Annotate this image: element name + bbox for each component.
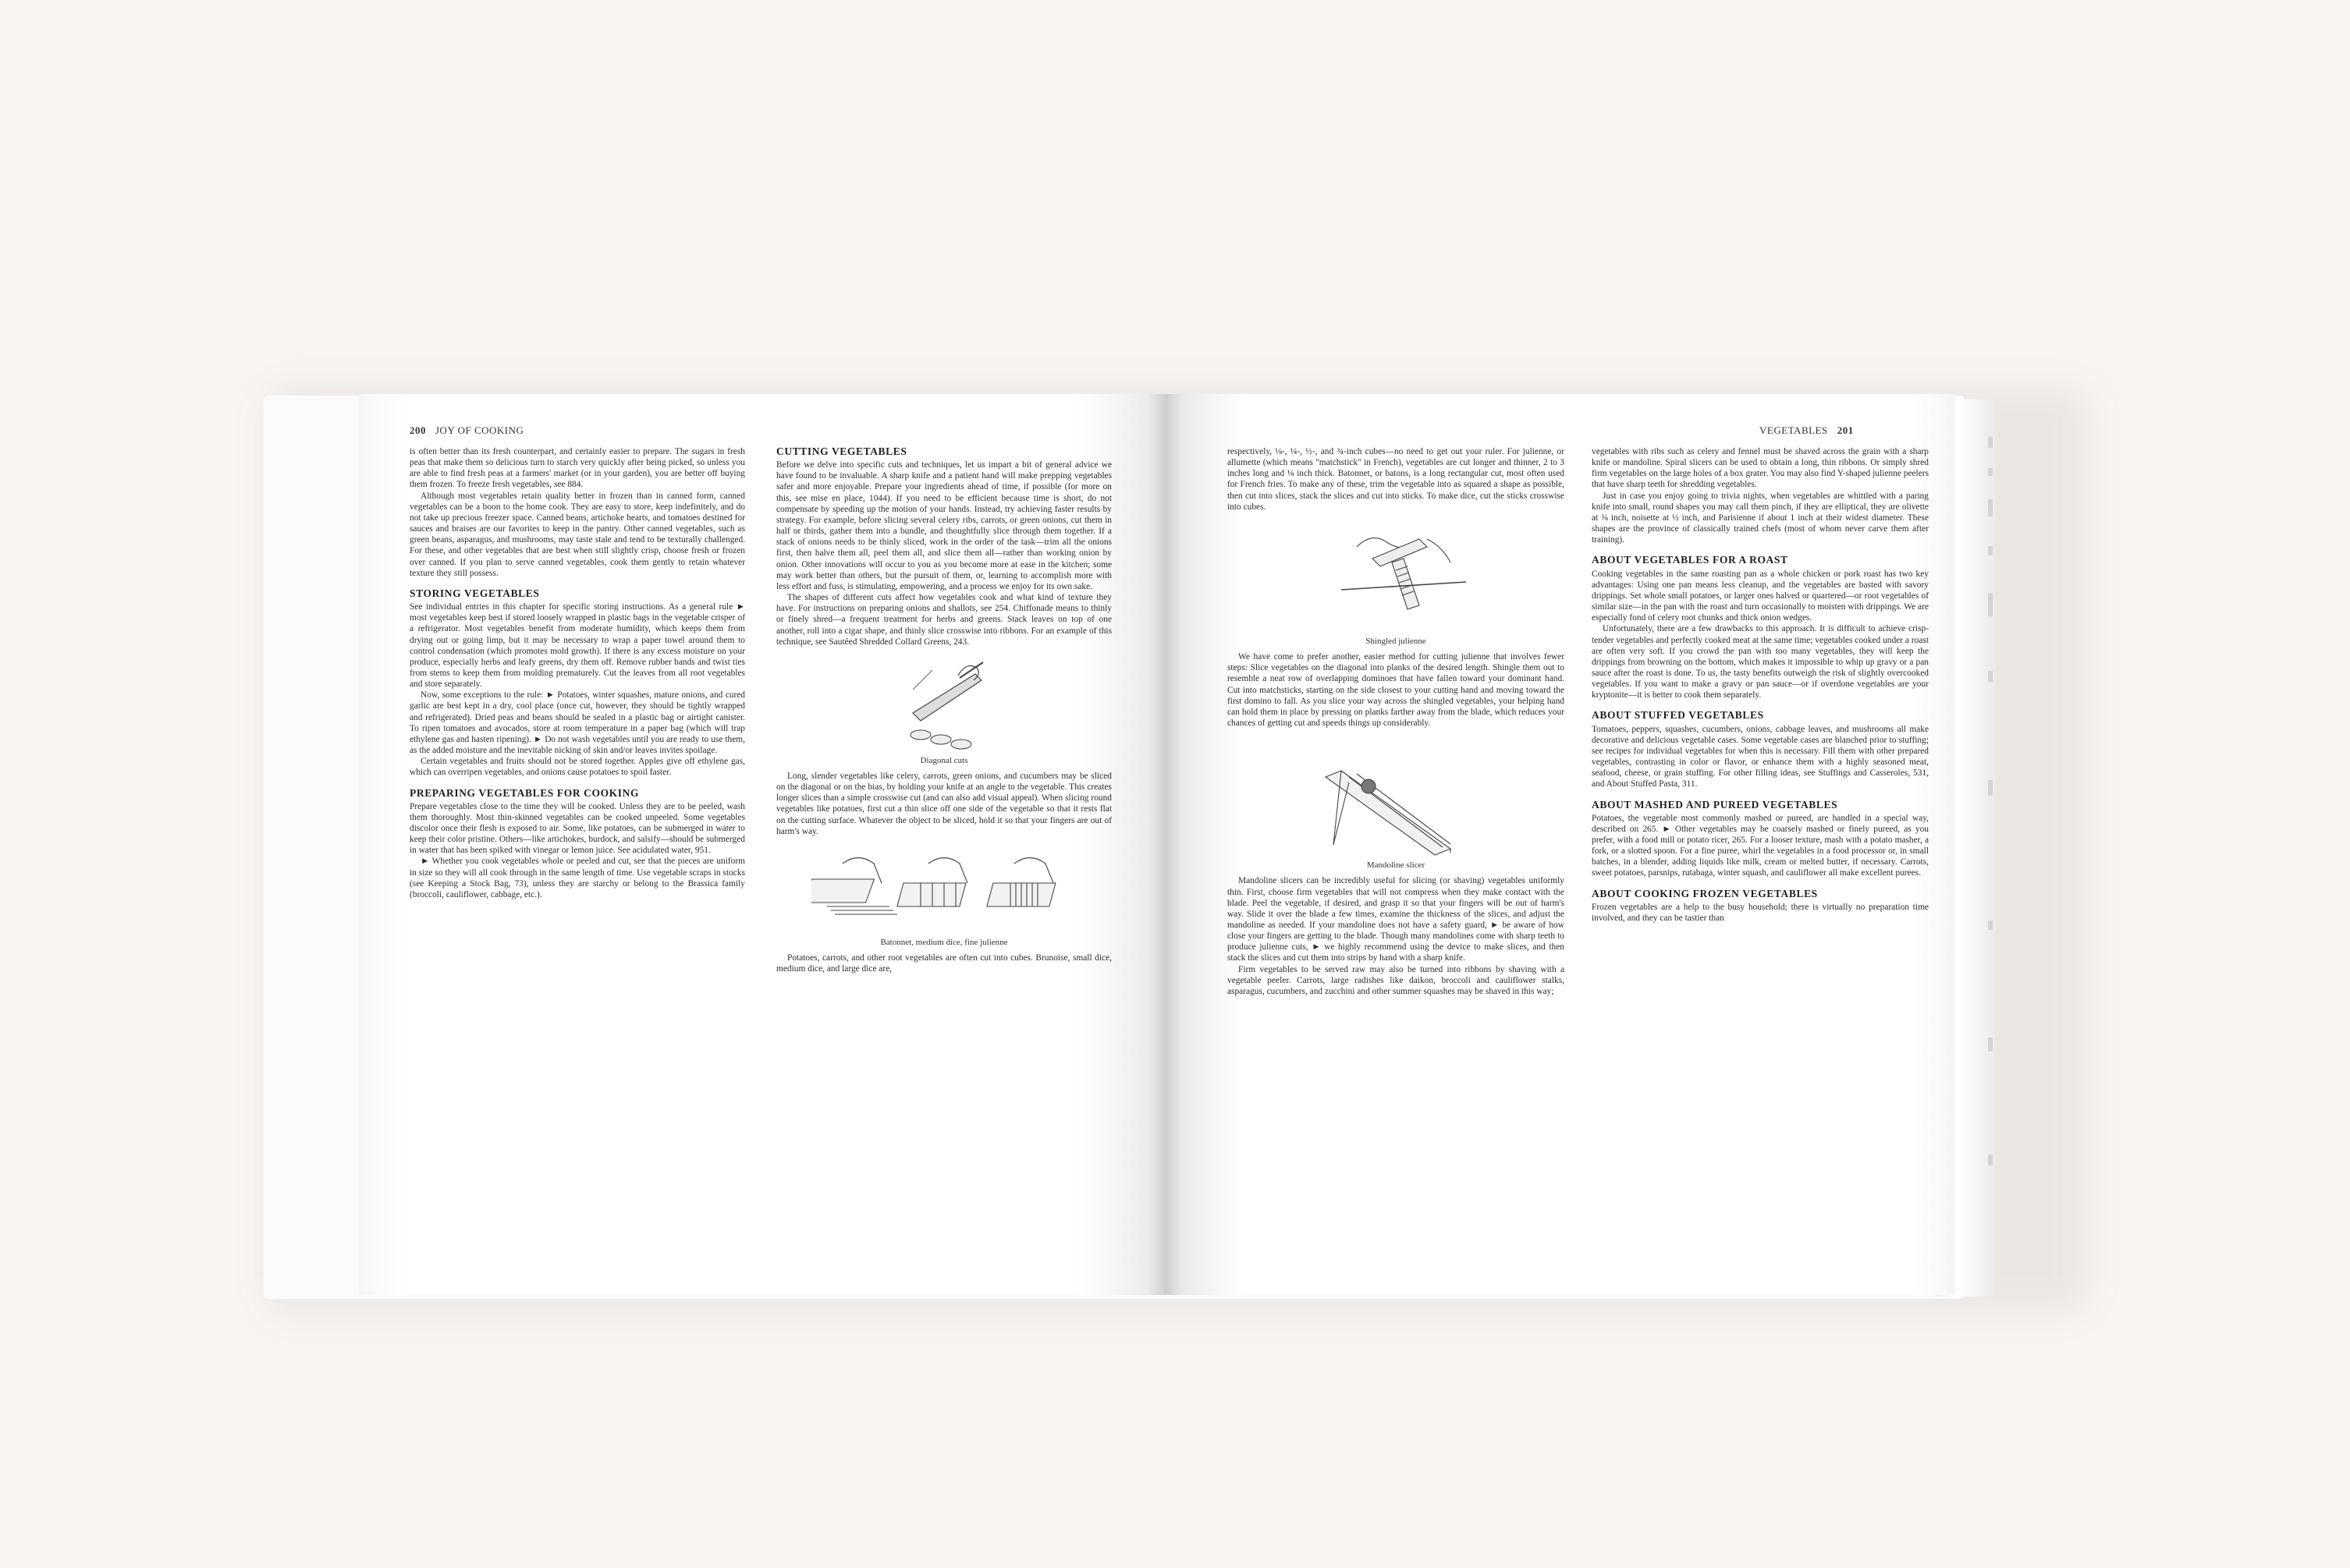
paragraph: Just in case you enjoy going to trivia nights, when vegetables are whittled with a paring knife into small, round shapes you may call them pinch, if they are elliptical, they are olivette at ⅜ inch, noisette at ½ inch, and Parisienne if about 1 inch at their widest diameter. These shapes are the province of classically trained chefs (most of whom never carve them after training). xyxy=(1592,491,1929,545)
paragraph: respectively, ⅛-, ¼-, ½-, and ¾-inch cubes—no need to get out your ruler. For julienne, or allumette (which means "matchstick" in French), vegetables are cut longer and thinner, 2 to 3 inches long and ⅛ inch thick. Batonnet, or batons, is a long rectangular cut, most often used for French fries. To make any of these, trim the vegetable into as squared a shape as possible, then cut into slices, stack the slices and cut into sticks. To make dice, cut the sticks crosswise into cubes. xyxy=(1227,447,1564,512)
paragraph: is often better than its fresh counterpart, and certainly easier to prepare. The sugars in fresh peas that make them so delicious turn to starch very quickly after being picked, so unless you are able to find fresh peas at a farmers' market (or in your garden), you are better off buying them frozen. To freeze fresh vegetables, see 884. xyxy=(410,447,745,490)
left-running-head xyxy=(410,424,524,437)
paragraph: ► Whether you cook vegetables whole or peeled and cut, see that the pieces are uniform in size so they will all cook through in the same length of time. Use vegetable scraps in stocks (see Keeping a Stock Bag, 73), unless they are starchy or belong to the Brassica family (broccoli, cauliflower, cabbage, etc.). xyxy=(410,857,745,899)
figure-caption: Mandoline slicer xyxy=(1366,860,1425,871)
shingled-julienne-figure xyxy=(1227,523,1564,647)
paragraph: Potatoes, carrots, and other root vegetables are often cut into cubes. Brunoise, small dice, medium dice, and large dice are, xyxy=(776,953,1112,974)
paragraph: Long, slender vegetables like celery, carrots, green onions, and cucumbers may be sliced on the diagonal or on the bias, by holding your knife at an angle to the vegetable. This creates longer slices than a simple crosswise cut (and can also add visual appeal). When slicing round vegetables like potatoes, first cut a thin slice off one side of the vegetable so that it rests flat on the cutting surface. Whatever the object to be sliced, hold it so that your fingers are out of harm's way. xyxy=(776,771,1112,836)
page-edge-mark xyxy=(1988,499,1993,516)
left-page-number: 200 xyxy=(410,424,426,436)
paragraph: See individual entries in this chapter for specific storing instructions. As a general rule ► most vegetables keep best if stored loosely wrapped in plastic bags in the vegetable crisper of a refrigerator. Most vegetables benefit from moderate humidity, which keeps them from drying out or going limp, but it may be necessary to wrap a paper towel around them to control condensation (which promotes mold growth). If there is any excess moisture on your produce, especially herbs and leafy greens, dry them off. Remove rubber bands and twist ties from stems to keep them from molding prematurely. Cut the leaves from all root vegetables and store separately. xyxy=(410,602,745,690)
section-heading: PREPARING VEGETABLES FOR COOKING xyxy=(410,786,640,799)
right-header-title: VEGETABLES xyxy=(1759,424,1828,436)
diagonal-cuts-illustration xyxy=(866,658,1022,752)
page-edge-mark xyxy=(1988,1155,1993,1165)
paragraph: Potatoes, the vegetable most commonly mashed or pureed, are handled in a special way, described on 265. ► Other vegetables may be coarsely mashed or finely pureed, as you prefer, with a food mill or potato ricer, 265. For a looser texture, mash with a potato masher, a fork, or a slotted spoon. For a fine puree, whirl the vegetables in a food processor or, in small batches, in a blender, adding liquids like milk, cream or melted butter, if necessary. Carrots, sweet potatoes, parsnips, rutabaga, winter squash, and cauliflower all make excellent purees. xyxy=(1592,813,1929,878)
page-edge-mark xyxy=(1988,437,1993,448)
shingled-julienne-illustration xyxy=(1310,523,1482,633)
text-column-2 xyxy=(776,446,1112,974)
paragraph: The shapes of different cuts affect how vegetables cook and what kind of texture they have. For instructions on preparing onions and shallots, see 254. Chiffonade means to thinly or finely shred—a frequent treatment for herbs and greens. Stack leaves on top of one another, roll into a cigar shape, and thinly slice crosswise into ribbons. For an example of this technique, see Sautéed Shredded Collard Greens, 243. xyxy=(776,593,1112,647)
section-heading: ABOUT COOKING FROZEN VEGETABLES xyxy=(1592,887,1818,899)
page-edge-mark xyxy=(1988,593,1993,616)
page-edge-mark xyxy=(1988,671,1993,682)
section-heading: ABOUT VEGETABLES FOR A ROAST xyxy=(1592,554,1788,566)
paragraph: We have come to prefer another, easier method for cutting julienne that involves fewer steps: Slice vegetables on the diagonal into planks of the desired length. Shingle them out to resemble a neat row of overlapping dominoes that have fallen toward your dominant hand. Cut into matchsticks, starting on the side closest to your cutting hand and moving toward the first domino to fall. As you slice your way across the shingled vegetables, your helping hand can hold them in place by pressing on planks farther away from the blade, which reduces your chances of getting cut and speeds things up considerably. xyxy=(1227,652,1564,729)
paragraph: Frozen vegetables are a help to the busy household; there is virtually no preparation time involved, and they can be tastier than xyxy=(1592,902,1929,923)
left-header-title: JOY OF COOKING xyxy=(435,424,524,436)
paragraph: Unfortunately, there are a few drawbacks to this approach. It is difficult to achieve crisp-tender vegetables and perfectly cooked meat at the same time; vegetables cooked under a roast are often very soft. If you crowd the pan with too many vegetables, they will keep the drippings from browning on the bottom, which makes it impossible to whip up gravy or a pan sauce after the roast is done. To us, the tasty benefits outweigh the risk of slightly overcooked vegetables. If you want to make a gravy or pan sauce—or if overdone vegetables are your kryptonite—it is better to cook them separately. xyxy=(1592,624,1929,701)
section-heading: ABOUT STUFFED VEGETABLES xyxy=(1592,709,1764,722)
figure-caption: Shingled julienne xyxy=(1365,636,1426,646)
paragraph: Certain vegetables and fruits should not be stored together. Apples give off ethylene gas, which can overripen vegetables, and onions cause potatoes to spoil faster. xyxy=(410,757,745,778)
diagonal-cuts-figure xyxy=(776,658,1112,766)
paragraph: Now, some exceptions to the rule: ► Potatoes, winter squashes, mature onions, and cured garlic are best kept in a dry, cool place (once cut, however, they should be tightly wrapped and refrigerated). Dried peas and beans should be sealed in a plastic bag or airtight canister. To ripen tomatoes and avocados, store at room temperature in a paper bag (which will trap ethylene gas and hasten ripening). ► Do not wash vegetables until you are ready to use them, as the added moisture and the inevitable nicking of skin and/or leaves invites spoilage. xyxy=(410,690,745,756)
section-heading: CUTTING VEGETABLES xyxy=(776,445,907,457)
figure-caption: Batonnet, medium dice, fine julienne xyxy=(880,937,1008,947)
text-column-3 xyxy=(1227,446,1564,997)
right-page-number: 201 xyxy=(1837,424,1854,436)
page-edge-mark xyxy=(1988,1038,1993,1052)
page-edge-mark xyxy=(1988,546,1993,555)
paragraph: vegetables with ribs such as celery and fennel must be shaved across the grain with a sharp knife or mandoline. Spiral slicers can be used to obtain a long, thin ribbons. Or simply shred firm vegetables on the large holes of a box grater. You may also find Y-shaped julienne peelers that have sharp teeth for shredding vegetables. xyxy=(1592,447,1929,490)
paragraph: Before we delve into specific cuts and techniques, let us impart a bit of general advice we have found to be invaluable. A sharp knife and a patient hand will make prepping vegetables safer and more enjoyable. Prepare your ingredients ahead of time, if possible (for more on this, see mise en place, 1044). If you need to be efficient because time is short, do not compensate by speeding up the motion of your hands. Instead, try achieving faster results by strategy. For example, before slicing several celery ribs, carrots, or green onions, cut them in half or thirds, gather them into a bundle, and thoughtfully slice through them together. If a stack of onions needs to be thinly sliced, work in the order of the task—trim all the onions first, then halve them all, peel them all, and slice them all—rather than working onion by onion. Other innovations will occur to you as you become more at ease in the kitchen; some may work better than others, but the pursuit of them, or, learning to accomplish more with less effort and fuss, is stimulating, empowering, and a process we enjoy for its own sake. xyxy=(776,460,1112,591)
page-edge-mark xyxy=(1988,780,1993,796)
text-column-1 xyxy=(410,446,745,900)
mandoline-slicer-illustration xyxy=(1310,740,1482,857)
paragraph: Prepare vegetables close to the time they will be cooked. Unless they are to be peeled, wash them thoroughly. Most thin-skinned vegetables can be cooked unpeeled. Some vegetables discolor once their flesh is exposed to air. Some, like potatoes, can be submerged in water to keep their color pristine. Others—like artichokes, burdock, and salsify—should be submerged in water that has been spiked with vinegar or lemon juice. See acidulated water, 951. xyxy=(410,801,745,856)
page-edge-mark xyxy=(1988,468,1993,476)
paragraph: Although most vegetables retain quality better in frozen than in canned form, canned vegetables can be a boon to the home cook. They are easy to store, keep indefinitely, and do not take up precious freezer space. Canned beans, artichoke hearts, and tomatoes destined for sauces and braises are our favorites to keep in the pantry. Other canned vegetables, such as green beans, asparagus, and mushrooms, may taste stale and tend to be texturally challenged. For these, and other vegetables that are best when still slightly crisp, choose fresh or frozen over canned. If you plan to serve canned vegetables, cook them gently to retain whatever texture they still possess. xyxy=(410,491,745,578)
page-edge-mark xyxy=(1988,921,1993,930)
book-gutter xyxy=(1147,394,1183,1295)
right-running-head xyxy=(1759,424,1854,437)
section-heading: ABOUT MASHED AND PUREED VEGETABLES xyxy=(1592,798,1838,811)
mandoline-slicer-figure xyxy=(1227,740,1564,871)
section-heading: STORING VEGETABLES xyxy=(410,587,540,599)
paragraph: Firm vegetables to be served raw may also be turned into ribbons by shaving with a vegetable peeler. Carrots, large radishes like daikon, broccoli and cauliflower stalks, asparagus, cucumbers, and zucchini and other summer squashes may be shaved in this way; xyxy=(1227,964,1564,996)
text-column-4 xyxy=(1592,446,1929,924)
paragraph: Cooking vegetables in the same roasting pan as a whole chicken or pork roast has two key advantages: Using one pan means less cleanup, and the vegetables are basted with savory drippings. Set whole small potatoes, or larger ones halved or quartered—or root vegetables of similar size—in the pan with the roast and turn occasionally to moisten with drippings. We are especially fond of celery root chunks and thick onion wedges. xyxy=(1592,569,1929,623)
figure-caption: Diagonal cuts xyxy=(920,755,968,765)
paragraph: Mandoline slicers can be incredibly useful for slicing (or shaving) vegetables uniformly thin. First, choose firm vegetables that will not compress when they make contact with the blade. Peel the vegetable, if desired, and grasp it so that your fingers will be out of harm's way. Slide it over the blade a few times, examine the thickness of the slices, and adjust the mandoline as needed. If your mandoline does not have a safety guard, ► be aware of how close your fingers are getting to the blade. Though many mandolines come with sharp teeth to produce julienne cuts, ► we highly recommend using the device to make slices, and then stack the slices and cut them into strips by hand with a sharp knife. xyxy=(1227,876,1564,963)
batonnet-dice-julienne-illustration xyxy=(811,848,1077,934)
batonnet-dice-julienne-figure xyxy=(776,848,1112,948)
paragraph: Tomatoes, peppers, squashes, cucumbers, onions, cabbage leaves, and mushrooms all make decorative and delicious vegetable cases. Some vegetable cases are blanched prior to stuffing; see recipes for individual vegetables for when this is necessary. Fill them with other prepared vegetables, contrasting in color or flavor, or enhance them with a highly seasoned meat, seafood, cheese, or grain stuffing. For other filling ideas, see Stuffings and Casseroles, 531, and About Stuffed Pasta, 311. xyxy=(1592,724,1929,789)
